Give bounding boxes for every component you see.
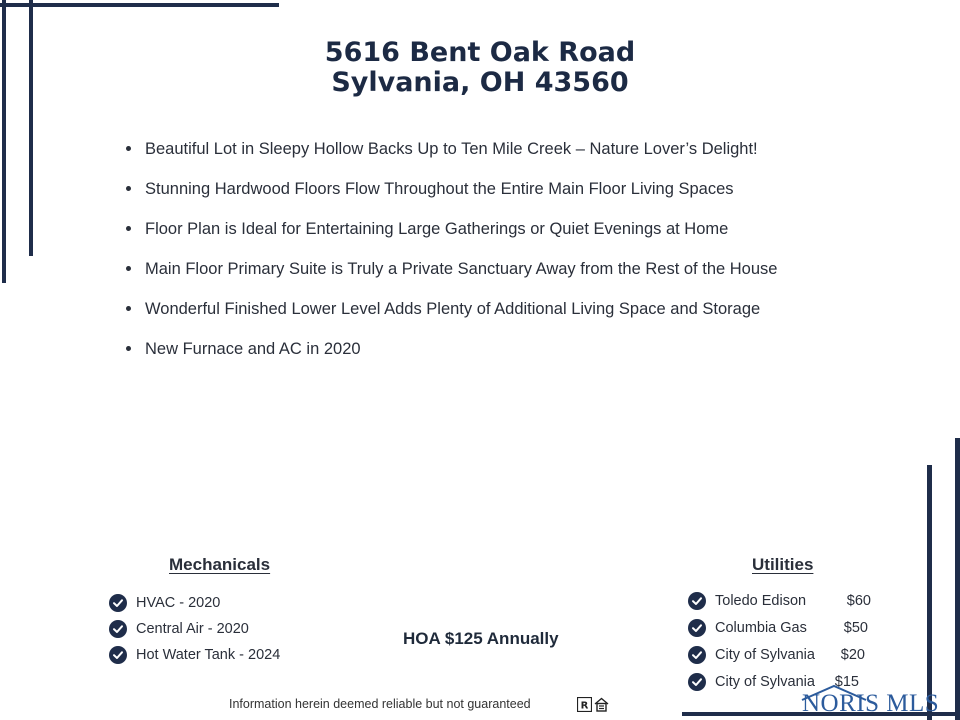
check-circle-icon [109,620,127,638]
utilities-list [688,587,873,695]
mechanical-item [109,642,280,668]
frame-top-left-horizontal [0,3,279,7]
highlight-item: Wonderful Finished Lower Level Adds Plenty of Additional Living Space and Storage [126,296,777,336]
noris-mls-logo [800,684,948,718]
mechanical-item [109,616,280,642]
check-circle-icon [688,592,706,610]
mechanical-item [109,590,280,616]
mechanical-label: HVAC - 2020 [136,595,221,611]
highlight-item: Floor Plan is Ideal for Entertaining Large Gatherings or Quiet Evenings at Home [126,216,777,256]
highlight-item: Stunning Hardwood Floors Flow Throughout the Entire Main Floor Living Spaces [126,176,777,216]
utility-name: City of Sylvania [715,646,815,663]
frame-right-outer-vertical [955,438,960,720]
utility-item [688,587,873,614]
highlights-list [126,136,777,376]
mechanical-label: Central Air - 2020 [136,621,249,637]
address-line-2: Sylvania, OH 43560 [331,67,629,98]
utility-amount: $60 [846,592,871,609]
check-circle-icon [688,673,706,691]
check-circle-icon [688,619,706,637]
check-circle-icon [109,594,127,612]
utility-name: Toledo Edison [715,592,807,609]
highlight-item: New Furnace and AC in 2020 [126,336,777,376]
utilities-heading: Utilities [752,555,814,574]
highlight-item: Main Floor Primary Suite is Truly a Private Sanctuary Away from the Rest of the House [126,256,777,296]
frame-right-inner-vertical [927,465,932,720]
utility-name: Columbia Gas [715,619,807,636]
utility-amount: $20 [840,646,865,663]
mechanicals-heading: Mechanicals [169,555,271,574]
realtor-icon [577,697,592,712]
utility-item [688,641,873,668]
mechanical-label: Hot Water Tank - 2024 [136,647,281,663]
hoa-fee: HOA $125 Annually [403,629,559,648]
disclaimer-text: Information herein deemed reliable but not guaranteed [229,697,531,711]
highlight-item: Beautiful Lot in Sleepy Hollow Backs Up to Ten Mile Creek – Nature Lover’s Delight! [126,136,777,176]
logo-text: NORIS MLS [802,690,940,717]
utility-item [688,614,873,641]
mechanicals-list [109,590,280,668]
svg-text:R: R [580,700,589,712]
utility-amount: $15 [834,673,859,690]
check-circle-icon [688,646,706,664]
equal-housing-icon [594,697,609,712]
check-circle-icon [109,646,127,664]
utility-amount: $50 [843,619,868,636]
address-line-1: 5616 Bent Oak Road [324,37,636,68]
property-address [0,38,960,98]
utility-name: City of Sylvania [715,673,815,690]
